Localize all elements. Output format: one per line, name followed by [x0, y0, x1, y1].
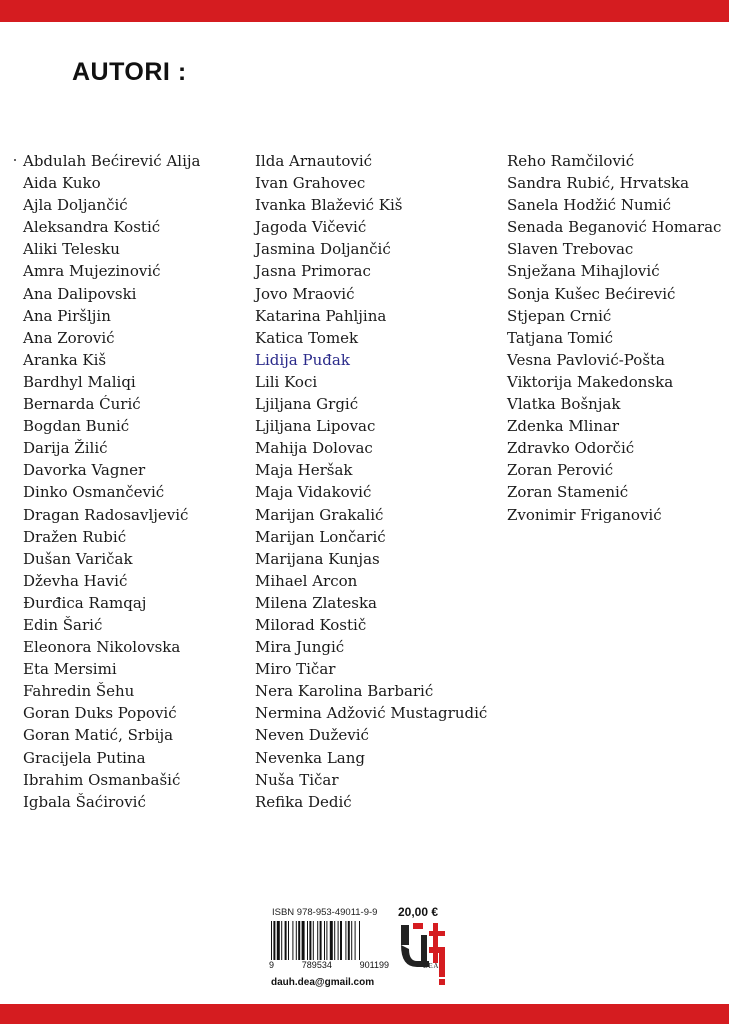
- author-name: Aliki Telesku: [23, 240, 120, 259]
- author-name: Ana Dalipovski: [23, 284, 137, 303]
- author-name: Maja Vidaković: [255, 483, 372, 502]
- author-name: Zvonimir Friganović: [507, 505, 662, 524]
- author-name: Nermina Adžović Mustagrudić: [255, 704, 488, 723]
- author-name: Stjepan Crnić: [507, 306, 612, 325]
- author-name: Ajla Doljančić: [23, 196, 128, 215]
- author-name: Goran Matić, Srbija: [23, 726, 174, 745]
- price-text: 20,00 €: [398, 905, 439, 919]
- author-name: Sonja Kušec Bećirević: [507, 284, 676, 303]
- author-name: Senada Beganović Homarac: [507, 218, 722, 237]
- barcode-digit-left: 789534: [301, 960, 332, 970]
- author-name: Katica Tomek: [255, 328, 359, 347]
- author-name: Goran Duks Popović: [23, 704, 177, 723]
- logo-label: DEA: [423, 962, 439, 970]
- author-name: Reho Ramčilović: [507, 152, 635, 170]
- author-name: Ivanka Blažević Kiš: [255, 196, 403, 215]
- author-name: Zoran Perović: [507, 461, 614, 480]
- author-name: Amra Mujezinović: [23, 262, 161, 281]
- author-name: Lidija Puđak: [255, 350, 350, 369]
- author-name: Jovo Mraović: [255, 284, 355, 303]
- author-name: Fahredin Šehu: [23, 682, 135, 701]
- author-name: Maja Heršak: [255, 461, 353, 480]
- author-name: Jasmina Doljančić: [255, 240, 391, 259]
- author-name: Igbala Šaćirović: [23, 792, 146, 811]
- author-name: Tatjana Tomić: [507, 328, 614, 347]
- author-name: Miro Tičar: [255, 660, 336, 679]
- author-name: Milorad Kostič: [255, 615, 367, 634]
- author-column-3: [507, 150, 721, 526]
- author-name: Ilda Arnautović: [255, 152, 373, 170]
- author-name: Ljiljana Grgić: [255, 395, 359, 414]
- author-name: Vlatka Bošnjak: [507, 395, 621, 414]
- author-name: Viktorija Makedonska: [507, 372, 674, 391]
- barcode-digits: [268, 960, 390, 970]
- top-red-band: [0, 0, 729, 22]
- author-name: Bernarda Ćurić: [23, 395, 141, 414]
- author-name: Dragan Radosavljević: [23, 505, 189, 524]
- author-name: Aranka Kiš: [23, 350, 107, 369]
- author-name: Gracijela Putina: [23, 748, 146, 767]
- barcode-digit-right: 901199: [359, 960, 389, 970]
- author-name: Ljiljana Lipovac: [255, 417, 376, 436]
- author-name: Ivan Grahovec: [255, 174, 366, 193]
- isbn-text: ISBN 978-953-49011-9-9: [272, 907, 378, 918]
- author-column-2: [255, 150, 487, 813]
- publisher-logo: [399, 921, 449, 987]
- author-name: Zoran Stamenić: [507, 483, 629, 502]
- author-name: Zdenka Mlinar: [507, 417, 620, 436]
- author-name: Zdravko Odorčić: [507, 439, 635, 458]
- author-name: Jasna Primorac: [255, 262, 371, 281]
- author-column-1: [23, 150, 200, 813]
- author-name: Katarina Pahljina: [255, 306, 387, 325]
- author-name: Dražen Rubić: [23, 527, 127, 546]
- author-name: Mahija Dolovac: [255, 439, 373, 458]
- author-name: Eta Mersimi: [23, 660, 117, 679]
- author-name: Dušan Varičak: [23, 549, 133, 568]
- author-name: Sandra Rubić, Hrvatska: [507, 174, 690, 193]
- stray-dot: [14, 159, 16, 161]
- author-name: Davorka Vagner: [23, 461, 146, 480]
- author-name: Aida Kuko: [23, 174, 101, 193]
- page-title: AUTORI :: [72, 58, 187, 86]
- author-name: Marijana Kunjas: [255, 549, 380, 568]
- author-name: Marijan Lončarić: [255, 527, 386, 546]
- author-name: Slaven Trebovac: [507, 240, 634, 259]
- author-name: Eleonora Nikolovska: [23, 638, 181, 657]
- author-name: Mihael Arcon: [255, 571, 358, 590]
- author-name: Jagoda Vičević: [255, 218, 367, 237]
- author-name: Mira Jungić: [255, 638, 345, 657]
- author-name: Dinko Osmančević: [23, 483, 165, 502]
- author-name: Marijan Grakalić: [255, 505, 384, 524]
- author-name: Ana Piršljin: [23, 306, 111, 325]
- author-name: Ibrahim Osmanbašić: [23, 770, 181, 789]
- author-name: Bogdan Bunić: [23, 417, 130, 436]
- author-name: Nevenka Lang: [255, 748, 365, 767]
- author-name: Milena Zlateska: [255, 593, 377, 612]
- author-name: Snježana Mihajlović: [507, 262, 660, 281]
- contact-email: dauh.dea@gmail.com: [271, 977, 375, 988]
- author-name: Refika Dedić: [255, 792, 352, 811]
- author-name: Bardhyl Maliqi: [23, 372, 136, 391]
- author-name: Vesna Pavlović-Pošta: [507, 350, 665, 369]
- author-name: Đurđica Ramqaj: [23, 593, 147, 612]
- author-name: Sanela Hodžić Numić: [507, 196, 672, 215]
- author-name: Ana Zorović: [23, 328, 115, 347]
- author-name: Lili Koci: [255, 372, 318, 391]
- author-name: Darija Žilić: [23, 439, 108, 458]
- author-name: Aleksandra Kostić: [23, 218, 161, 237]
- author-name: Neven Dužević: [255, 726, 369, 745]
- author-name: Nuša Tičar: [255, 770, 339, 789]
- author-name: Nera Karolina Barbarić: [255, 682, 434, 701]
- barcode-digit-lead: 9: [269, 960, 275, 970]
- author-name: Edin Šarić: [23, 615, 103, 634]
- author-name: Dževha Havić: [23, 571, 128, 590]
- author-name: Abdulah Bećirević Alija: [23, 152, 201, 170]
- bottom-red-band: [0, 1004, 729, 1024]
